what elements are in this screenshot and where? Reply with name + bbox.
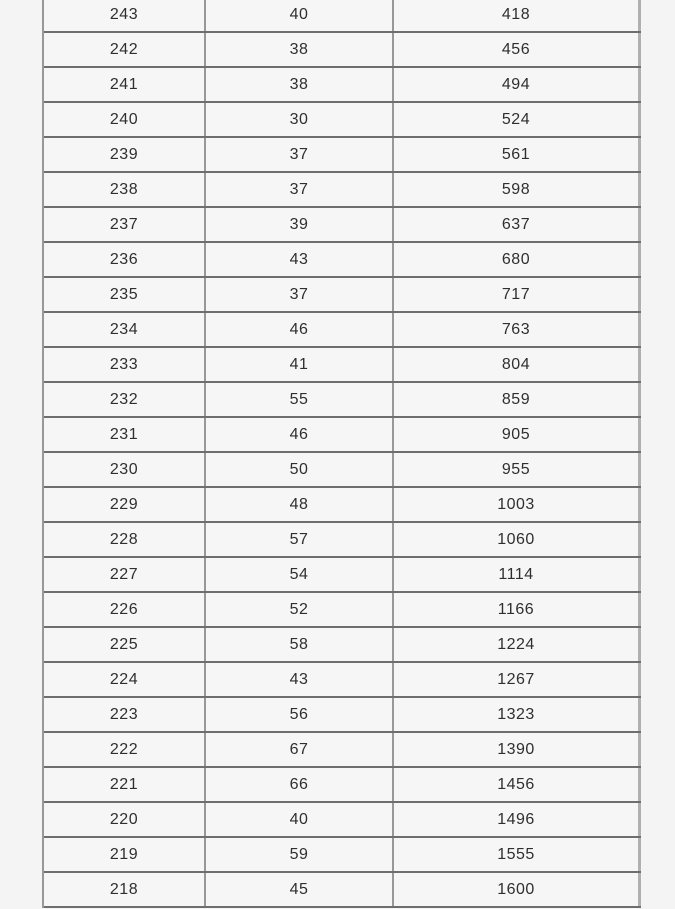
- table-cell: 1114: [394, 558, 641, 591]
- table-cell: 225: [44, 628, 206, 661]
- table-cell: 1267: [394, 663, 641, 696]
- table-cell: 242: [44, 33, 206, 66]
- table-cell: 1060: [394, 523, 641, 556]
- table-row: [44, 838, 641, 873]
- table-row: [44, 663, 641, 698]
- table-row: [44, 733, 641, 768]
- table-cell: 243: [44, 0, 206, 31]
- table-row: [44, 803, 641, 838]
- table-cell: 1224: [394, 628, 641, 661]
- table-row: [44, 208, 641, 243]
- table-cell: 561: [394, 138, 641, 171]
- score-table: [42, 0, 641, 908]
- table-cell: 222: [44, 733, 206, 766]
- table-cell: 37: [206, 138, 394, 171]
- table-cell: 226: [44, 593, 206, 626]
- table-cell: 717: [394, 278, 641, 311]
- table-cell: 220: [44, 803, 206, 836]
- table-row: [44, 558, 641, 593]
- table-row: [44, 383, 641, 418]
- table-cell: 239: [44, 138, 206, 171]
- table-cell: 40: [206, 803, 394, 836]
- table-cell: 50: [206, 453, 394, 486]
- table-row: [44, 68, 641, 103]
- table-cell: 52: [206, 593, 394, 626]
- table-row: [44, 523, 641, 558]
- table-cell: 237: [44, 208, 206, 241]
- table-cell: 40: [206, 0, 394, 31]
- table-cell: 30: [206, 103, 394, 136]
- table-cell: 524: [394, 103, 641, 136]
- table-cell: 1496: [394, 803, 641, 836]
- table-cell: 1166: [394, 593, 641, 626]
- table-cell: 38: [206, 68, 394, 101]
- table-cell: 223: [44, 698, 206, 731]
- table-row: [44, 103, 641, 138]
- table-cell: 55: [206, 383, 394, 416]
- table-cell: 58: [206, 628, 394, 661]
- table-cell: 221: [44, 768, 206, 801]
- table-cell: 41: [206, 348, 394, 381]
- table-row: [44, 593, 641, 628]
- table-cell: 45: [206, 873, 394, 906]
- table-cell: 241: [44, 68, 206, 101]
- table-cell: 59: [206, 838, 394, 871]
- table-cell: 1456: [394, 768, 641, 801]
- table-row: [44, 278, 641, 313]
- table-cell: 763: [394, 313, 641, 346]
- table-cell: 637: [394, 208, 641, 241]
- table-row: [44, 453, 641, 488]
- table-cell: 232: [44, 383, 206, 416]
- table-cell: 230: [44, 453, 206, 486]
- table-cell: 859: [394, 383, 641, 416]
- table-cell: 229: [44, 488, 206, 521]
- table-row: [44, 348, 641, 383]
- table-cell: 39: [206, 208, 394, 241]
- table-cell: 804: [394, 348, 641, 381]
- table-cell: 56: [206, 698, 394, 731]
- table-cell: 227: [44, 558, 206, 591]
- table-cell: 218: [44, 873, 206, 906]
- table-cell: 46: [206, 313, 394, 346]
- table-cell: 57: [206, 523, 394, 556]
- table-row: [44, 33, 641, 68]
- table-row: [44, 418, 641, 453]
- table-row: [44, 243, 641, 278]
- table-cell: 1600: [394, 873, 641, 906]
- table-row: [44, 488, 641, 523]
- table-row: [44, 138, 641, 173]
- table-cell: 37: [206, 278, 394, 311]
- table-row: [44, 873, 641, 908]
- table-cell: 955: [394, 453, 641, 486]
- table-cell: 228: [44, 523, 206, 556]
- table-cell: 680: [394, 243, 641, 276]
- table-cell: 66: [206, 768, 394, 801]
- table-row: [44, 628, 641, 663]
- table-cell: 236: [44, 243, 206, 276]
- table-cell: 231: [44, 418, 206, 451]
- table-cell: 418: [394, 0, 641, 31]
- table-row: [44, 173, 641, 208]
- table-cell: 905: [394, 418, 641, 451]
- table-cell: 48: [206, 488, 394, 521]
- table-cell: 234: [44, 313, 206, 346]
- table-cell: 1390: [394, 733, 641, 766]
- table-row: [44, 0, 641, 33]
- table-cell: 494: [394, 68, 641, 101]
- table-cell: 219: [44, 838, 206, 871]
- table-cell: 240: [44, 103, 206, 136]
- table-cell: 38: [206, 33, 394, 66]
- table-cell: 1003: [394, 488, 641, 521]
- table-cell: 1555: [394, 838, 641, 871]
- table-row: [44, 698, 641, 733]
- table-cell: 43: [206, 663, 394, 696]
- table-cell: 46: [206, 418, 394, 451]
- table-row: [44, 313, 641, 348]
- table-row: [44, 768, 641, 803]
- score-table-body: [44, 0, 641, 908]
- table-cell: 224: [44, 663, 206, 696]
- table-cell: 456: [394, 33, 641, 66]
- table-cell: 37: [206, 173, 394, 206]
- table-cell: 67: [206, 733, 394, 766]
- table-cell: 238: [44, 173, 206, 206]
- table-cell: 1323: [394, 698, 641, 731]
- table-cell: 235: [44, 278, 206, 311]
- table-cell: 233: [44, 348, 206, 381]
- table-cell: 598: [394, 173, 641, 206]
- table-cell: 43: [206, 243, 394, 276]
- table-cell: 54: [206, 558, 394, 591]
